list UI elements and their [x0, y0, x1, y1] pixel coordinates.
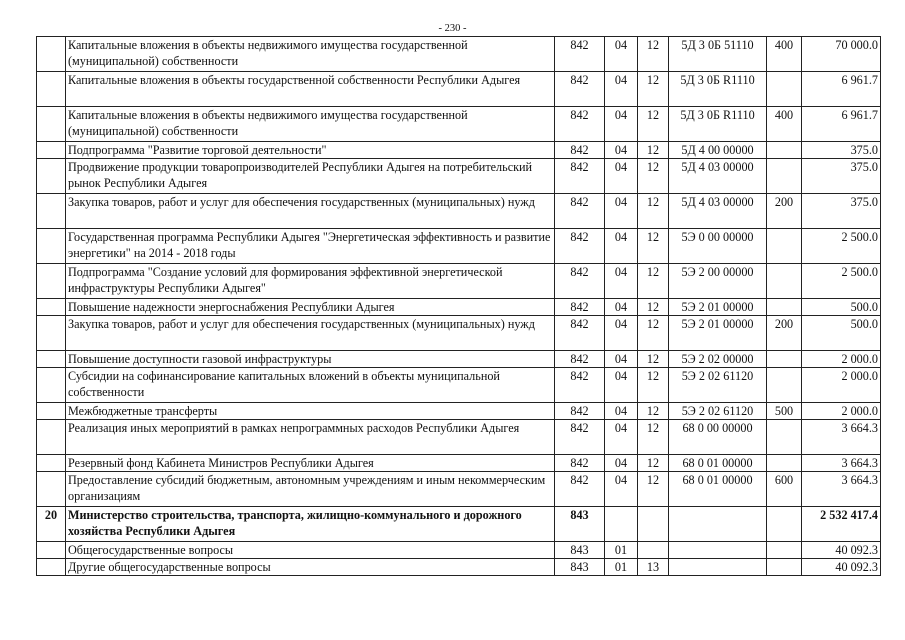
table-row [37, 107, 881, 142]
row-number-cell [37, 194, 66, 229]
admin-code-cell: 843 [555, 507, 605, 542]
expense-type-code-cell [767, 351, 802, 368]
target-article-code-cell: 5Э 2 01 00000 [669, 299, 767, 316]
row-number-cell [37, 107, 66, 142]
table-row [37, 316, 881, 351]
subsection-code-cell: 12 [638, 368, 669, 403]
budget-table [36, 36, 881, 576]
subsection-code-cell: 13 [638, 559, 669, 576]
section-code-cell: 04 [605, 159, 638, 194]
budget-table-body [37, 37, 881, 576]
amount-cell: 6 961.7 [802, 107, 881, 142]
target-article-code-cell: 5Э 0 00 00000 [669, 229, 767, 264]
table-row [37, 194, 881, 229]
row-number-cell [37, 542, 66, 559]
table-row [37, 472, 881, 507]
section-code-cell: 04 [605, 455, 638, 472]
section-code-cell [605, 507, 638, 542]
subsection-code-cell: 12 [638, 159, 669, 194]
table-row [37, 72, 881, 107]
row-number-cell [37, 229, 66, 264]
expense-name-cell: Повышение доступности газовой инфраструктуры [66, 351, 555, 368]
admin-code-cell: 842 [555, 37, 605, 72]
amount-cell: 2 500.0 [802, 264, 881, 299]
target-article-code-cell: 5Д 3 0Б R1110 [669, 107, 767, 142]
amount-cell: 2 000.0 [802, 403, 881, 420]
table-row [37, 299, 881, 316]
expense-name-cell: Капитальные вложения в объекты государственной собственности Республики Адыгея [66, 72, 555, 107]
expense-name-cell: Субсидии на софинансирование капитальных вложений в объекты муниципальной собственности [66, 368, 555, 403]
expense-name-cell: Продвижение продукции товаропроизводителей Республики Адыгея на потребительский рынок Республики Адыгея [66, 159, 555, 194]
admin-code-cell: 842 [555, 142, 605, 159]
subsection-code-cell: 12 [638, 403, 669, 420]
amount-cell: 70 000.0 [802, 37, 881, 72]
target-article-code-cell [669, 542, 767, 559]
row-number-cell: 20 [37, 507, 66, 542]
expense-type-code-cell [767, 299, 802, 316]
table-row [37, 455, 881, 472]
expense-name-cell: Общегосударственные вопросы [66, 542, 555, 559]
expense-type-code-cell [767, 159, 802, 194]
row-number-cell [37, 37, 66, 72]
expense-name-cell: Подпрограмма "Создание условий для формирования эффективной энергетической инфраструктуры Республики Адыгея" [66, 264, 555, 299]
amount-cell: 40 092.3 [802, 559, 881, 576]
target-article-code-cell: 5Э 2 01 00000 [669, 316, 767, 351]
admin-code-cell: 842 [555, 264, 605, 299]
expense-name-cell: Повышение надежности энергоснабжения Республики Адыгея [66, 299, 555, 316]
expense-name-cell: Министерство строительства, транспорта, жилищно-коммунального и дорожного хозяйства Республики Адыгея [66, 507, 555, 542]
admin-code-cell: 842 [555, 107, 605, 142]
table-row [37, 264, 881, 299]
subsection-code-cell: 12 [638, 142, 669, 159]
section-code-cell: 04 [605, 351, 638, 368]
section-code-cell: 04 [605, 142, 638, 159]
subsection-code-cell: 12 [638, 229, 669, 264]
subsection-code-cell: 12 [638, 37, 669, 72]
amount-cell: 500.0 [802, 316, 881, 351]
section-code-cell: 04 [605, 420, 638, 455]
expense-type-code-cell [767, 507, 802, 542]
table-row [37, 420, 881, 455]
row-number-cell [37, 142, 66, 159]
expense-type-code-cell: 400 [767, 107, 802, 142]
expense-type-code-cell [767, 455, 802, 472]
section-code-cell: 04 [605, 264, 638, 299]
expense-name-cell: Резервный фонд Кабинета Министров Республики Адыгея [66, 455, 555, 472]
expense-type-code-cell: 600 [767, 472, 802, 507]
row-number-cell [37, 368, 66, 403]
amount-cell: 375.0 [802, 194, 881, 229]
expense-type-code-cell [767, 368, 802, 403]
amount-cell: 375.0 [802, 159, 881, 194]
table-row [37, 229, 881, 264]
amount-cell: 3 664.3 [802, 472, 881, 507]
admin-code-cell: 842 [555, 351, 605, 368]
row-number-cell [37, 351, 66, 368]
expense-name-cell: Реализация иных мероприятий в рамках непрограммных расходов Республики Адыгея [66, 420, 555, 455]
admin-code-cell: 842 [555, 159, 605, 194]
section-code-cell: 04 [605, 194, 638, 229]
expense-type-code-cell [767, 229, 802, 264]
expense-name-cell: Другие общегосударственные вопросы [66, 559, 555, 576]
table-row [37, 37, 881, 72]
admin-code-cell: 842 [555, 403, 605, 420]
admin-code-cell: 843 [555, 559, 605, 576]
row-number-cell [37, 264, 66, 299]
target-article-code-cell: 68 0 01 00000 [669, 455, 767, 472]
table-row [37, 368, 881, 403]
subsection-code-cell: 12 [638, 455, 669, 472]
admin-code-cell: 842 [555, 194, 605, 229]
row-number-cell [37, 420, 66, 455]
expense-type-code-cell: 200 [767, 194, 802, 229]
target-article-code-cell: 5Э 2 00 00000 [669, 264, 767, 299]
expense-type-code-cell: 400 [767, 37, 802, 72]
target-article-code-cell: 5Д 3 0Б R1110 [669, 72, 767, 107]
table-row [37, 403, 881, 420]
amount-cell: 500.0 [802, 299, 881, 316]
subsection-code-cell: 12 [638, 472, 669, 507]
section-code-cell: 04 [605, 316, 638, 351]
subsection-code-cell: 12 [638, 351, 669, 368]
section-code-cell: 04 [605, 72, 638, 107]
subsection-code-cell [638, 542, 669, 559]
expense-name-cell: Межбюджетные трансферты [66, 403, 555, 420]
row-number-cell [37, 299, 66, 316]
admin-code-cell: 842 [555, 299, 605, 316]
admin-code-cell: 842 [555, 455, 605, 472]
target-article-code-cell: 5Д 4 03 00000 [669, 194, 767, 229]
subsection-code-cell: 12 [638, 299, 669, 316]
expense-name-cell: Закупка товаров, работ и услуг для обеспечения государственных (муниципальных) нужд [66, 194, 555, 229]
row-number-cell [37, 72, 66, 107]
expense-name-cell: Подпрограмма "Развитие торговой деятельности" [66, 142, 555, 159]
expense-type-code-cell: 200 [767, 316, 802, 351]
subsection-code-cell: 12 [638, 72, 669, 107]
row-number-cell [37, 455, 66, 472]
section-code-cell: 04 [605, 472, 638, 507]
expense-type-code-cell [767, 264, 802, 299]
section-code-cell: 01 [605, 559, 638, 576]
expense-name-cell: Предоставление субсидий бюджетным, автономным учреждениям и иным некоммерческим организациям [66, 472, 555, 507]
admin-code-cell: 842 [555, 229, 605, 264]
target-article-code-cell [669, 559, 767, 576]
row-number-cell [37, 403, 66, 420]
subsection-code-cell: 12 [638, 107, 669, 142]
target-article-code-cell [669, 507, 767, 542]
amount-cell: 3 664.3 [802, 455, 881, 472]
expense-name-cell: Капитальные вложения в объекты недвижимого имущества государственной (муниципальной) собственности [66, 107, 555, 142]
table-row [37, 159, 881, 194]
section-code-cell: 04 [605, 299, 638, 316]
expense-type-code-cell [767, 559, 802, 576]
expense-type-code-cell: 500 [767, 403, 802, 420]
amount-cell: 40 092.3 [802, 542, 881, 559]
subsection-code-cell [638, 507, 669, 542]
target-article-code-cell: 5Д 4 03 00000 [669, 159, 767, 194]
row-number-cell [37, 316, 66, 351]
admin-code-cell: 842 [555, 72, 605, 107]
subsection-code-cell: 12 [638, 316, 669, 351]
admin-code-cell: 842 [555, 316, 605, 351]
table-row [37, 559, 881, 576]
amount-cell: 2 000.0 [802, 368, 881, 403]
subsection-code-cell: 12 [638, 264, 669, 299]
expense-name-cell: Закупка товаров, работ и услуг для обеспечения государственных (муниципальных) нужд [66, 316, 555, 351]
section-code-cell: 04 [605, 403, 638, 420]
target-article-code-cell: 68 0 01 00000 [669, 472, 767, 507]
expense-name-cell: Государственная программа Республики Адыгея "Энергетическая эффективность и развитие энергетики" на 2014 - 2018 годы [66, 229, 555, 264]
admin-code-cell: 842 [555, 472, 605, 507]
row-number-cell [37, 559, 66, 576]
target-article-code-cell: 5Д 4 00 00000 [669, 142, 767, 159]
section-code-cell: 04 [605, 107, 638, 142]
section-code-cell: 04 [605, 229, 638, 264]
page-number: - 230 - [438, 23, 467, 34]
admin-code-cell: 842 [555, 368, 605, 403]
expense-name-cell: Капитальные вложения в объекты недвижимого имущества государственной (муниципальной) собственности [66, 37, 555, 72]
target-article-code-cell: 5Э 2 02 00000 [669, 351, 767, 368]
section-code-cell: 04 [605, 37, 638, 72]
table-row [37, 507, 881, 542]
target-article-code-cell: 5Э 2 02 61120 [669, 368, 767, 403]
subsection-code-cell: 12 [638, 194, 669, 229]
target-article-code-cell: 5Д 3 0Б 51110 [669, 37, 767, 72]
table-row [37, 142, 881, 159]
expense-type-code-cell [767, 420, 802, 455]
table-row [37, 351, 881, 368]
amount-cell: 2 532 417.4 [802, 507, 881, 542]
amount-cell: 2 000.0 [802, 351, 881, 368]
target-article-code-cell: 68 0 00 00000 [669, 420, 767, 455]
admin-code-cell: 843 [555, 542, 605, 559]
expense-type-code-cell [767, 542, 802, 559]
expense-type-code-cell [767, 72, 802, 107]
amount-cell: 2 500.0 [802, 229, 881, 264]
subsection-code-cell: 12 [638, 420, 669, 455]
target-article-code-cell: 5Э 2 02 61120 [669, 403, 767, 420]
amount-cell: 375.0 [802, 142, 881, 159]
admin-code-cell: 842 [555, 420, 605, 455]
row-number-cell [37, 472, 66, 507]
section-code-cell: 04 [605, 368, 638, 403]
section-code-cell: 01 [605, 542, 638, 559]
expense-type-code-cell [767, 142, 802, 159]
amount-cell: 6 961.7 [802, 72, 881, 107]
row-number-cell [37, 159, 66, 194]
table-row [37, 542, 881, 559]
amount-cell: 3 664.3 [802, 420, 881, 455]
